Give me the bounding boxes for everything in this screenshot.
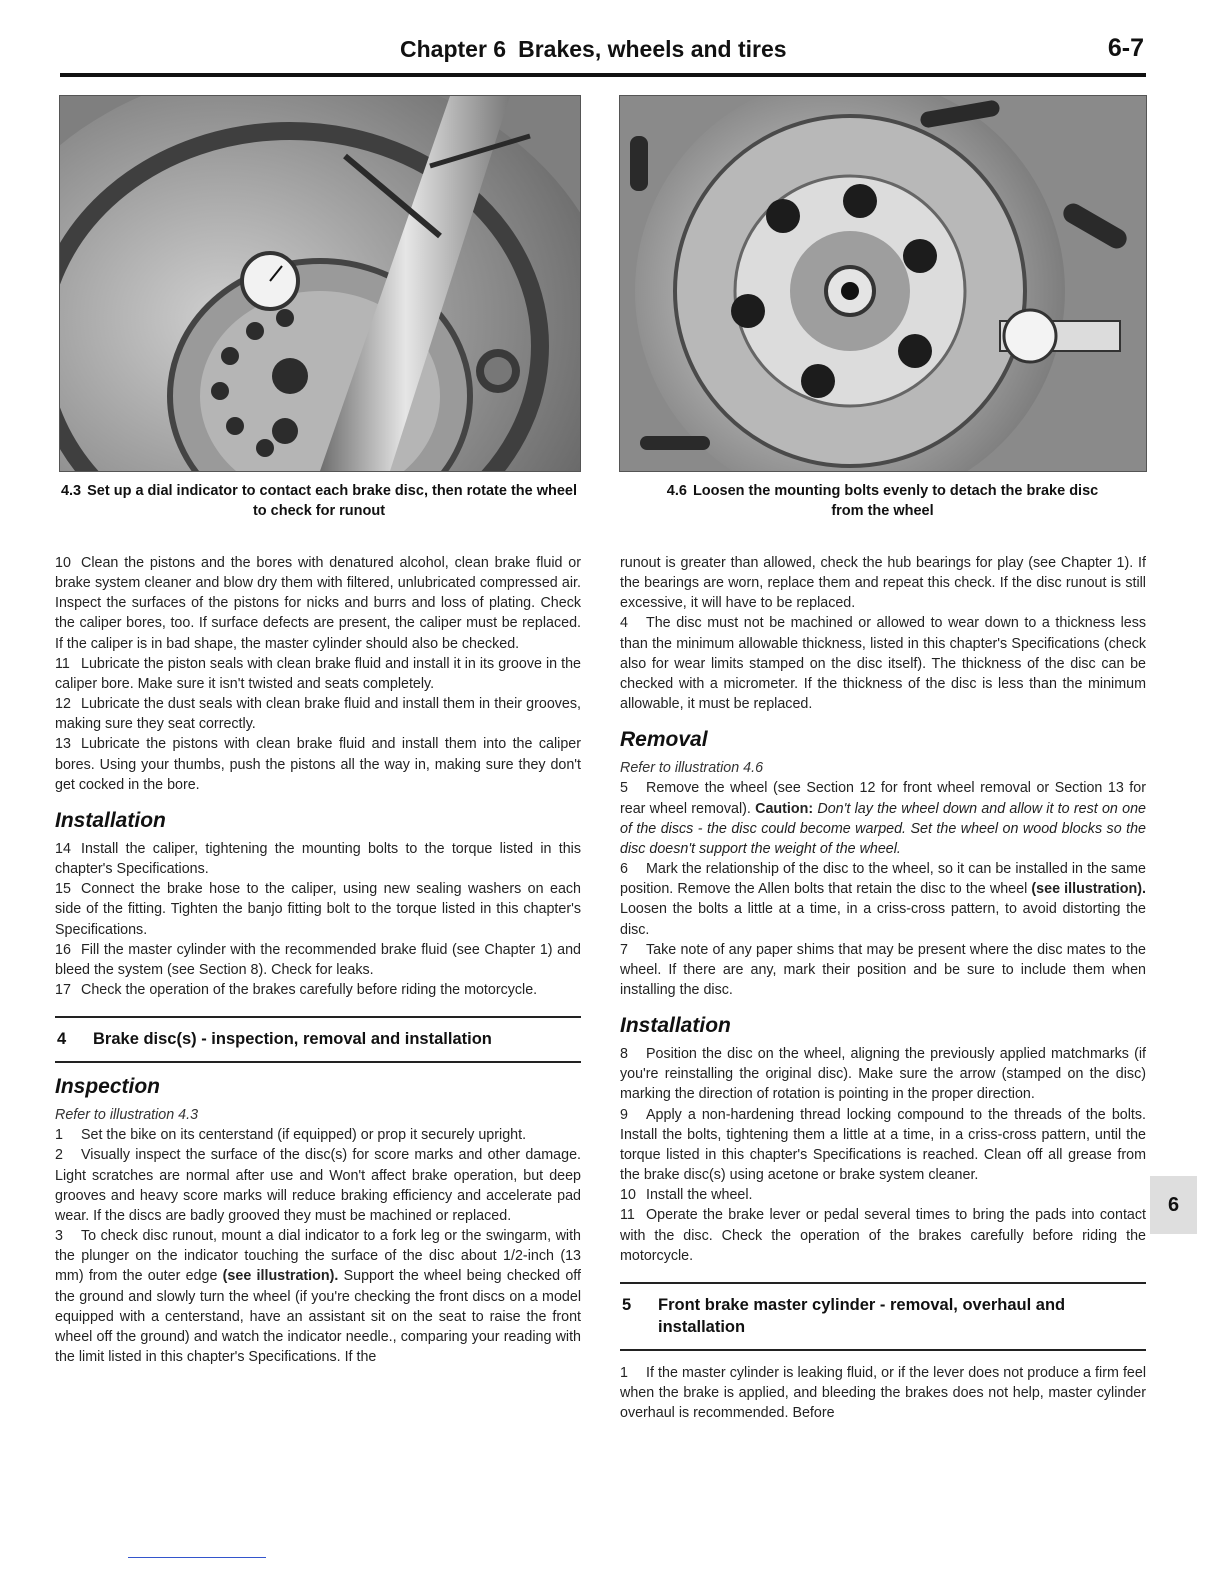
- figure-4-3-number: 4.3: [60, 483, 82, 499]
- subheading-installation: Installation: [55, 808, 166, 832]
- paragraph: 3 To check disc runout, mount a dial indicator to a fork leg or the swingarm, with the plunger on the indicator touching the surface of the disc about 1/2-inch (13 mm) from the outer edge (see illustration). Support the wheel being checked off the ground and slowly turn the wheel (if you're checking the front discs on a model equipped with a centerstand, have an assistant sit on the seat to raise the front wheel off the ground) and watch the indicator needle., comparing your reading with the limit listed in this chapter's Specifications. If the: [55, 1228, 581, 1365]
- chapter-tab: 6: [1150, 1176, 1197, 1234]
- paragraph: 14 Install the caliper, tightening the mounting bolts to the torque listed in this chapter's Specifications.: [55, 840, 581, 878]
- page-header-title: [400, 36, 787, 63]
- paragraph: 16 Fill the master cylinder with the recommended brake fluid (see Chapter 1) and bleed the system (see Section 8). Check for leaks.: [55, 941, 581, 978]
- paragraph: 11 Operate the brake lever or pedal several times to bring the pads into contact with the disc. Check the operation of the brakes carefully before riding the motorcycle.: [620, 1207, 1146, 1264]
- paragraph: 2 Visually inspect the surface of the disc(s) for score marks and other damage. Light scratches are normal after use and Won't affect brake operation, but deep grooves and heavy score marks will reduce braking efficiency and accelerate pad wear. If the discs are badly grooved they must be machined or replaced.: [55, 1147, 581, 1224]
- paragraph: 10 Clean the pistons and the bores with denatured alcohol, clean brake fluid or brake system cleaner and blow dry them with filtered, unlubricated compressed air. Inspect the surfaces of the pistons for nicks and burrs and loss of plating. Check the caliper bores, too. If surface defects are present, the caliper must be replaced. If the caliper is in bad shape, the master cylinder should also be checked.: [55, 555, 581, 652]
- paragraph: runout is greater than allowed, check the hub bearings for play (see Chapter 1). If the bearings are worn, replace them and repeat this check. If the disc runout is still excessive, it will have to be replaced.: [620, 555, 1146, 612]
- header-rule: [60, 73, 1146, 77]
- brake-disc-removal-photo: [620, 96, 1146, 471]
- section-heading-5: 5 Front brake master cylinder - removal, overhaul and installation: [620, 1282, 1146, 1351]
- figure-4-3-caption-text: Set up a dial indicator to contact each brake disc, then rotate the wheel to check for runout: [87, 483, 578, 519]
- right-column: [620, 553, 1146, 1423]
- illustration-reference: Refer to illustration 4.3: [55, 1107, 199, 1124]
- paragraph: 6 Mark the relationship of the disc to the wheel, so it can be installed in the same position. Remove the Allen bolts that retain the disc to the wheel (see illustration). Loosen the bolts a little at a time, in a criss-cross pattern, to avoid distorting the disc.: [620, 861, 1146, 938]
- bottom-rule: [128, 1557, 266, 1558]
- paragraph: 1 If the master cylinder is leaking fluid, or if the lever does not produce a firm feel when the brake is applied, and bleeding the brakes does not help, master cylinder overhaul is recommended. Before: [620, 1364, 1146, 1422]
- see-illustration-ref: (see illustration).: [1031, 881, 1146, 898]
- subheading-removal: Removal: [620, 728, 708, 752]
- caution-label: Caution:: [755, 800, 814, 817]
- header-chapter-title: Brakes, wheels and tires: [518, 36, 787, 62]
- see-illustration-ref: (see illustration).: [222, 1268, 339, 1285]
- paragraph: 12 Lubricate the dust seals with clean brake fluid and install them in their grooves, making sure they seat correctly.: [55, 696, 581, 733]
- paragraph: 15 Connect the brake hose to the caliper, using new sealing washers on each side of the fitting. Tighten the banjo fitting bolt to the torque listed in this chapter's Specifications.: [55, 881, 581, 938]
- paragraph: 13 Lubricate the pistons with clean brake fluid and install them into the caliper bores. Using your thumbs, push the pistons all the way in, making sure they don't get cocked in the bore.: [55, 736, 581, 793]
- paragraph: 8 Position the disc on the wheel, aligning the previously applied matchmarks (if you're reinstalling the original disc). Make sure the arrow (stamped on the disc) marking the direction of rotation is pointing in the proper direction.: [620, 1046, 1146, 1103]
- paragraph: 7 Take note of any paper shims that may be present where the disc mates to the wheel. If there are any, mark their position and be sure to include them when installing the disc.: [620, 941, 1146, 998]
- figure-4-6-caption: [660, 481, 1105, 521]
- figure-4-3-photo: [59, 95, 581, 472]
- header-chapter: Chapter 6: [400, 36, 507, 62]
- figure-4-6-caption-text: Loosen the mounting bolts evenly to detach the brake disc from the wheel: [692, 483, 1099, 519]
- left-column: [55, 553, 581, 1367]
- paragraph: 11 Lubricate the piston seals with clean brake fluid and install it in its groove in the caliper bore. Make sure it isn't twisted and seats completely.: [55, 655, 581, 692]
- paragraph: 5 Remove the wheel (see Section 12 for front wheel removal or Section 13 for rear wheel removal). Caution: Don't lay the wheel down and allow it to rest on one of the discs - the disc could become warped. Set the wheel on wood blocks so the disc doesn't support the weight of the wheel.: [620, 780, 1146, 857]
- figure-4-3-caption: [59, 481, 579, 521]
- paragraph: 17 Check the operation of the brakes carefully before riding the motorcycle.: [55, 981, 538, 998]
- paragraph: 1 Set the bike on its centerstand (if equipped) or prop it securely upright.: [55, 1127, 527, 1144]
- illustration-reference: Refer to illustration 4.6: [620, 760, 764, 777]
- figure-4-6-number: 4.6: [666, 483, 687, 499]
- figure-4-6-photo: [619, 95, 1147, 472]
- dial-indicator-brake-disc-photo: [60, 96, 580, 471]
- paragraph: 10 Install the wheel.: [620, 1187, 753, 1204]
- paragraph: 9 Apply a non-hardening thread locking compound to the threads of the bolts. Install the bolts, tightening them a little at a time, in a criss-cross pattern, until the torque listed in this chapter's Specifications is reached. Clean off all grease from the brake disc(s) using acetone or brake system cleaner.: [620, 1106, 1146, 1184]
- subheading-inspection: Inspection: [55, 1075, 161, 1099]
- section-heading-4: 4 Brake disc(s) - inspection, removal and installation: [55, 1016, 581, 1063]
- subheading-installation: Installation: [620, 1014, 731, 1038]
- page-number: 6-7: [1107, 34, 1144, 62]
- paragraph: 4 The disc must not be machined or allowed to wear down to a thickness less than the minimum allowable thickness, listed in this chapter's Specifications (check also for wear limits stamped on the disc itself). The thickness of the disc can be checked with a micrometer. If the thickness of the disc is less than the minimum allowable, it must be replaced.: [620, 615, 1146, 713]
